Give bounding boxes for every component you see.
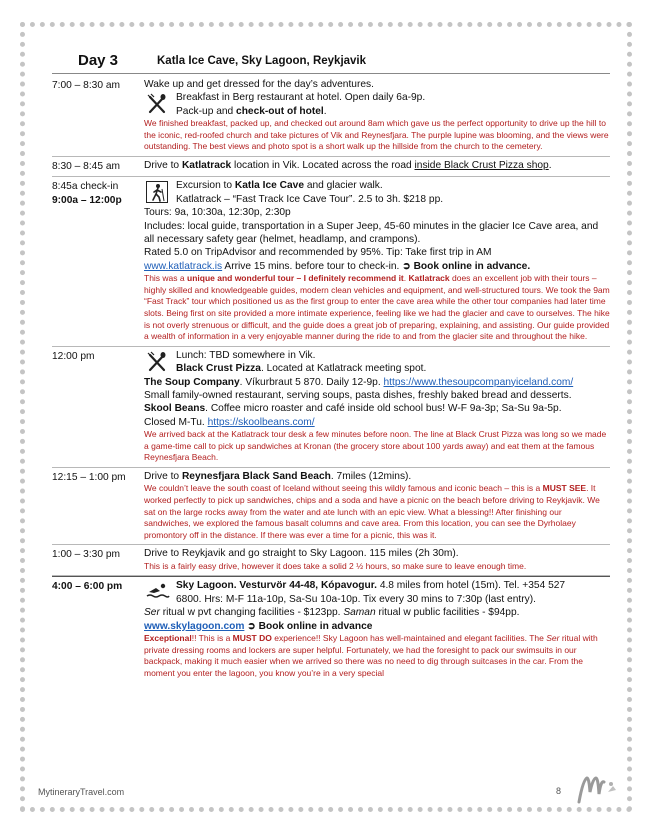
- row-time: 8:45a check-in 9:00a – 12:00p: [52, 181, 122, 206]
- row-description: Excursion to Katla Ice Cave and glacier walk. Katlatrack – “Fast Track Ice Cave Tour”. 2.5 to 3h. $218 pp. Tours: 9a, 10:30a, 12:30p, 2:30p Includes: local guide, transportation in a Super Jeep, 45-60 minutes in the glacier Ice Cave area, and all necessary safety gear (helmet, headlamp, and crampons). Rated 5.0 on TripAdvisor and recommended by 95%. Tip: Take first trip in AM www.katlatrack.is Arrive 15 mins. before tour to check-in. ➲ Book online in advance. This was a unique and wonderful tour – I definitely recommend it. Katlatrack does an excellent job with their tours – highly skilled and knowledgeable guides, modern clean vehicles and equipment, and well-structured tours. We took the 9am “Fast Track” tour which positioned us as the first group to enter the cave area while the other tour companies had later time slots. Being first on site provided a more intimate experience, feeling like we had the glacier and cave to ourselves. The hike is not overly strenuous or difficult, and the guide does a great job of preparing, explaining, and assisting. Our guide provided a wealth of information in a very enjoyable manner during the ride to and from the glacier site and throughout the hike.: [144, 180, 610, 342]
- row-note: This was a unique and wonderful tour – I definitely recommend it. Katlatrack does an excellent job with their tours – highly skilled and knowledgeable guides, modern clean vehicles and equipment, and well-structured tours. We took the 9am “Fast Track” tour which positioned us as the first group to enter the cave area while the other tour companies had later time slots. Being first on site provided a more intimate experience, feeling like we had the glacier and cave to ourselves. The hike is not overly strenuous or difficult, and the guide does a great job of preparing, explaining, and assisting. Our guide provided a wealth of information in a very enjoyable manner during the ride to and from the glacier site and throughout the hike.: [144, 273, 610, 342]
- skool-beans-link[interactable]: https://skoolbeans.com/: [207, 416, 315, 428]
- arrow-icon: ➲: [247, 620, 256, 632]
- breakfast-text: Breakfast in Berg restaurant at hotel. Open daily 6a-9p.: [176, 92, 426, 104]
- row-time: 4:00 – 6:00 pm: [52, 581, 123, 593]
- sky-lagoon-link[interactable]: www.skylagoon.com: [144, 620, 245, 632]
- itinerary-table: [52, 76, 610, 776]
- day-title: Katla Ice Cave, Sky Lagoon, Reykjavik: [157, 55, 367, 67]
- tour-rating: Rated 5.0 on TripAdvisor and recommended by 95%. Tip: Take first trip in AM: [144, 247, 492, 259]
- itinerary-row: [52, 177, 610, 346]
- itinerary-row: [52, 157, 610, 177]
- row-note: We finished breakfast, packed up, and checked out around 8am which gave us the perfect opportunity to drive up the hill to the iconic, red-roofed church and take pictures of Vik and Reynesfjara. The purple lupine was blooming, and the views were outstanding. The best views and photo spot is a short walk up the hillside from the church to the cemetery.: [144, 118, 609, 152]
- hiker-icon: [144, 179, 176, 205]
- itinerary-row: [52, 468, 610, 545]
- katlatrack-link[interactable]: www.katlatrack.is: [144, 260, 223, 272]
- itinerary-row: [52, 76, 610, 157]
- itinerary-row: [52, 347, 610, 468]
- tour-includes: Includes: local guide, transportation in a Super Jeep, 45-60 minutes in the glacier Ice Cave area, and all necessary safety gear (helmet, headlamp, and crampons).: [144, 220, 599, 246]
- row-note: We arrived back at the Katlatrack tour desk a few minutes before noon. The line at Black Crust Pizza was long so we made a game-time call to pick up sandwiches at Kronan (the grocery store about 100 yards away) and eat them at the famous Reynesfjara Beach.: [144, 429, 607, 463]
- row-time: 12:00 pm: [52, 350, 95, 362]
- row-description: Lunch: TBD somewhere in Vik. Black Crust Pizza. Located at Katlatrack meeting spot. The Soup Company. Víkurbraut 5 870. Daily 12-9p. https://www.thesoupcompanyiceland.com/ Small family-owned restaurant, serving soups, pasta dishes, freshly baked bread and desserts. Skool Beans. Coffee micro roaster and café inside old school bus! W-F 9a-3p; Sa-Su 9a-5p. Closed M-Tu. https://skoolbeans.com/ We arrived back at the Katlatrack tour desk a few minutes before noon. The line at Black Crust Pizza was long so we made a game-time call to pick up sandwiches at Kronan (the grocery store about 100 yards away) and eat them at the famous Reynesfjara Beach.: [144, 349, 610, 464]
- fork-knife-icon: [144, 91, 176, 117]
- fork-knife-icon: [144, 349, 176, 375]
- mytinerary-logo: [575, 772, 621, 811]
- row-note: We couldn’t leave the south coast of Iceland without seeing this wildly famous and iconic beach – this is a MUST SEE. It worked perfectly to pick up sandwiches, chips and a soda and have a picnic on the beach before driving to Reykjavik. We sat on the large rocks away from the water and ate lunch with an epic view. What a blessing!! After finishing our sandwiches, we explored the famous basalt columns and cave area. From this location, you can see the Dyrholaey promontory off in the distance. If there was ever a time for a picnic, this was it.: [144, 483, 600, 540]
- swimmer-icon: [144, 579, 176, 605]
- row-description: Sky Lagoon. Vesturvör 44-48, Kópavogur. 4.8 miles from hotel (15m). Tel. +354 527 6800. Hrs: M-F 11a-10p, Sa-Su 10a-10p. Tix every 30 mins to 7:30p (last entry). Ser ritual w pvt changing facilities - $123pp. Saman ritual w public facilities - $94pp. www.skylagoon.com ➲ Book online in advance Exceptional!! This is a MUST DO experience!! Sky Lagoon has well-maintained and elegant facilities. The Ser ritual with private dressing rooms and lockers are super helpful. Fortunately, we had the foresight to pack our swimsuits in our backpack, making it much easier when we arrived so there was no need to dig through suitcases in the car. From the moment you enter the lagoon, you know you’re in a very special: [144, 579, 610, 679]
- row-lead-text: Wake up and get dressed for the day’s adventures.: [144, 79, 374, 90]
- row-time: 1:00 – 3:30 pm: [52, 549, 120, 561]
- row-description: Drive to Katlatrack location in Vik. Located across the road inside Black Crust Pizza shop.: [144, 160, 552, 171]
- row-time: 8:30 – 8:45 am: [52, 161, 120, 172]
- itinerary-row: [52, 576, 610, 682]
- soup-company-link[interactable]: https://www.thesoupcompanyiceland.com/: [383, 376, 574, 388]
- row-description: Wake up and get dressed for the day’s adventures. Breakfast in Berg restaurant at hotel. Open daily 6a-9p. Pack-up and check-out of hotel. We finished breakfast, packed up, and checked out around 8am which gave us the perfect opportunity to drive up the hill to the iconic, red-roofed church and take pictures of Vik and Reynesfjara. The purple lupine was blooming, and the views were outstanding. The best views and photo spot is a short walk up the hillside from the church to the cemetery.: [144, 79, 609, 152]
- row-time: 7:00 – 8:30 am: [52, 80, 120, 91]
- arrow-icon: ➲: [402, 260, 411, 272]
- row-description: Drive to Reynesfjara Black Sand Beach. 7miles (12mins). We couldn’t leave the south coast of Iceland without seeing this wildly famous and iconic beach – this is a MUST SEE. It worked perfectly to pick up sandwiches, chips and a soda and have a picnic on the beach before driving to Reykjavik. We sat on the large rocks away from the water and ate lunch with an epic view. What a blessing!! After finishing our sandwiches, we explored the famous basalt columns and cave area. From this location, you can see the Dyrholaey promontory off in the distance. If there was ever a time for a picnic, this was it.: [144, 470, 610, 541]
- page-number: 8: [556, 786, 562, 796]
- row-description: Drive to Reykjavik and go straight to Sky Lagoon. 115 miles (2h 30m). This is a fairly easy drive, however it does take a solid 2 ½ hours, so make sure to leave enough time.: [144, 547, 610, 572]
- row-note: This is a fairly easy drive, however it does take a solid 2 ½ hours, so make sure to leave enough time.: [144, 560, 527, 571]
- row-time: 12:15 – 1:00 pm: [52, 472, 126, 484]
- checkout-text: check-out of hotel: [236, 105, 324, 117]
- itinerary-row: [52, 545, 610, 576]
- row-note: Exceptional!! This is a MUST DO experience!! Sky Lagoon has well-maintained and elegant facilities. The Ser ritual with private dressing rooms and lockers are super helpful. Fortunately, we had the foresight to pack our swimsuits in our backpack, making it much easier when we arrived so there was no need to dig through suitcases in the car. From the moment you enter the lagoon, you know you’re in a very special: [144, 633, 598, 678]
- day-label: Day 3: [78, 52, 119, 69]
- footer-site: MytineraryTravel.com: [38, 787, 125, 797]
- tour-times: Tours: 9a, 10:30a, 12:30p, 2:30p: [144, 207, 291, 219]
- header-divider: [52, 73, 610, 74]
